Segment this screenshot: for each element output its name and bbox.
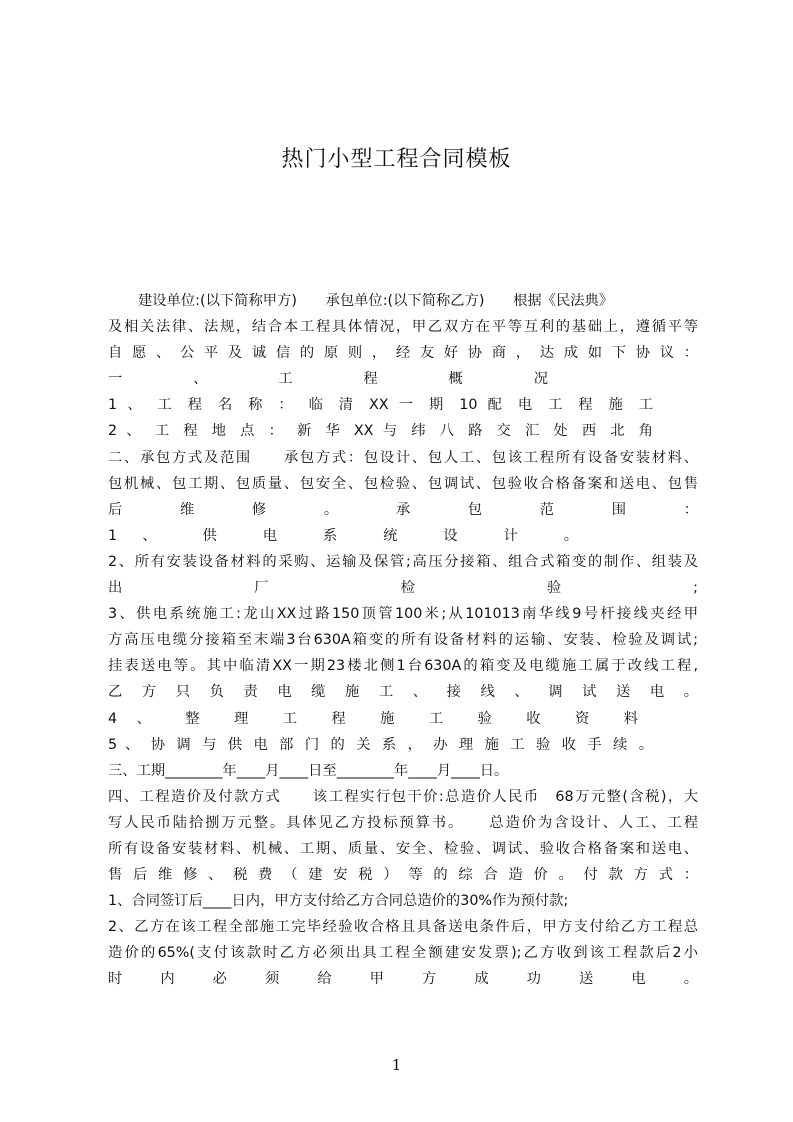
page-number: 1 <box>391 1056 402 1074</box>
paragraph-line: 方高压电缆分接箱至末端3台630A箱变的所有设备材料的运输、安装、检验及调试; <box>108 632 698 649</box>
paragraph-line: 造价的65%(支付该款时乙方必须出具工程全额建安发票);乙方收到该工程款后2小 <box>108 945 698 962</box>
document-title: 热门小型工程合同模板 <box>281 147 512 172</box>
paragraph-line: 包机械、包工期、包质量、包安全、包检验、包调试、包验收合格备案和送电、包售 <box>108 475 698 492</box>
paragraph-line: 所有设备安装材料、机械、工期、质量、安全、检验、调试、验收合格备案和送电、 <box>108 840 698 857</box>
paragraph-line: 出 厂 检 验 ; <box>108 580 698 597</box>
paragraph-line: 1 、 工 程 名 称 ： 临 清 XX 一 期 10 配 电 工 程 施 工 <box>108 397 653 414</box>
paragraph-line: 1 、 供 电 系 统 设 计 。 <box>108 527 578 544</box>
paragraph-line: 1、合同签订后____日内，甲方支付给乙方合同总造价的30%作为预付款; <box>108 893 569 910</box>
paragraph-line: 2、所有安装设备材料的采购、运输及保管;高压分接箱、组合式箱变的制作、组装及 <box>108 553 698 570</box>
section-heading: 三、工期________年____月____日至________年____月____日。 <box>108 762 509 779</box>
paragraph-line: 及相关法律、法规，结合本工程具体情况，甲乙双方在平等互利的基础上，遵循平等 <box>108 319 698 336</box>
paragraph-line: 5 、 协 调 与 供 电 部 门 的 关 系 ， 办 理 施 工 验 收 手 续 。 <box>108 736 653 753</box>
document-body <box>108 288 698 993</box>
paragraph-line: 售 后 维 修 、 税 费 （ 建 安 税 ） 等 的 综 合 造 价 。 付 款 方 式 ： <box>108 867 698 884</box>
section-heading: 一 、 工 程 概 况 <box>108 371 548 388</box>
paragraph-line: 自 愿 、 公 平 及 诚 信 的 原 则 ， 经 友 好 协 商 ， 达 成 如 下 协 议 ： <box>108 345 698 362</box>
paragraph-line: 后 维 修 。 承 包 范 围 ： <box>108 501 698 518</box>
paragraph-line: 时 内 必 须 给 甲 方 成 功 送 电 。 <box>108 971 698 988</box>
section-heading: 二、承包方式及范围 承包方式：包设计、包人工、包该工程所有设备安装材料、 <box>108 449 698 466</box>
paragraph-line: 2 、 工 程 地 点 ： 新 华 XX 与 纬 八 路 交 汇 处 西 北 角 <box>108 423 653 440</box>
section-heading: 四、工程造价及付款方式 该工程实行包干价:总造价人民币 68万元整(含税)，大 <box>108 788 698 805</box>
paragraph-line: 2、乙方在该工程全部施工完毕经验收合格且具备送电条件后，甲方支付给乙方工程总 <box>108 919 698 936</box>
paragraph-line: 乙 方 只 负 责 电 缆 施 工 、 接 线 、 调 试 送 电 。 <box>108 684 698 701</box>
paragraph-line: 写人民币陆拾捌万元整。具体见乙方投标预算书。 总造价为含设计、人工、工程 <box>108 814 698 831</box>
paragraph-line: 4 、 整 理 工 程 施 工 验 收 资 料 <box>108 710 638 727</box>
paragraph-line: 3、供电系统施工:龙山XX过路150顶管100米;从101013南华线9号杆接线夹经甲 <box>108 606 698 623</box>
paragraph-line: 建设单位:(以下简称甲方) 承包单位:(以下简称乙方) 根据《民法典》 <box>138 293 614 309</box>
paragraph-line: 挂表送电等。其中临清XX一期23楼北侧1台630A的箱变及电缆施工属于改线工程, <box>108 658 698 675</box>
